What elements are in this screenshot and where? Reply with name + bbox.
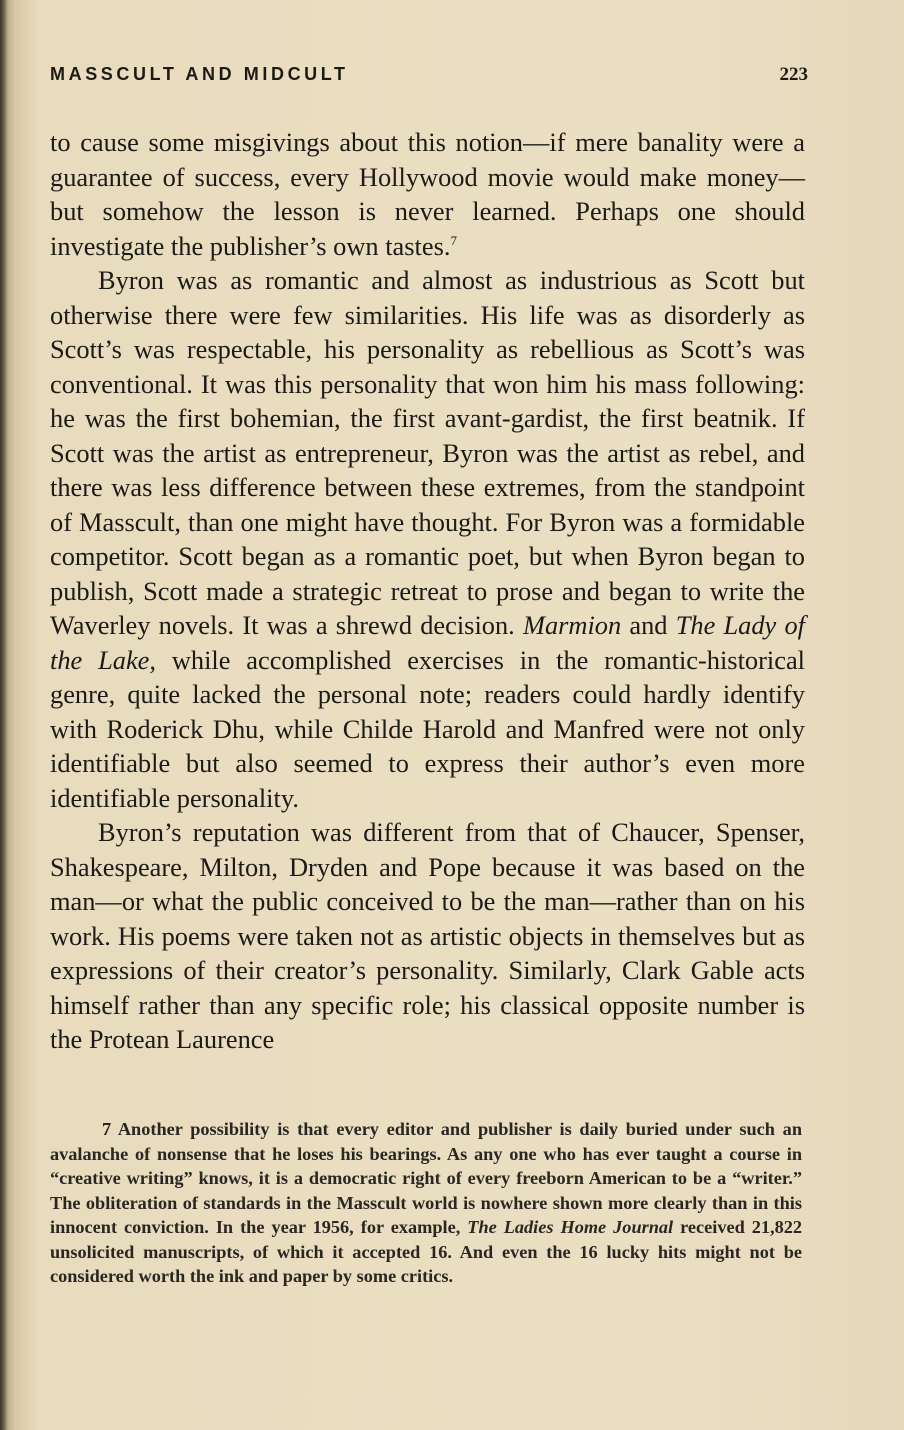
footnote-text-a: Another possibility is that every editor and publisher is daily buried under such an avalanche of nonsense that he loses his bearings. As any one who has ever taught a course in “creative writing” knows, it is a democratic right of every freeborn American to be a “writer.” The obliteration of standards in the Masscult world is nowhere shown more clearly than in this innocent conviction. In the year 1956, for example,	[50, 1119, 802, 1237]
paragraph-1-text: to cause some misgivings about this notion—if mere banality were a guarantee of success, every Hollywood movie would make money—but somehow the lesson is never learned. Perhaps one should investigate the publisher’s own tastes.	[50, 127, 805, 261]
footnote-text-b: received 21,822 unsolicited manuscripts, of which it accepted 16. And even the 16 lucky hits might not be considered worth the ink and paper by some critics.	[50, 1217, 803, 1286]
main-text	[50, 125, 805, 1057]
title-lady-of-the-lake: The Lady of the Lake,	[50, 610, 805, 675]
page-number: 223	[779, 64, 808, 85]
title-marmion: Marmion	[522, 610, 622, 640]
footnote-reference: 7	[450, 232, 457, 248]
page-header	[50, 64, 808, 88]
paragraph-2-text-b: and	[621, 610, 676, 640]
running-head: MASSCULT AND MIDCULT	[50, 64, 349, 84]
paragraph-2-text-a: Byron was as romantic and almost as industrious as Scott but otherwise there were few similarities. His life was as disorderly as Scott’s was respectable, his personality as rebellious as Scott’s was conventional. It was this personality that won him his mass following: he was the first bohemian, the first avant-gardist, the first beatnik. If Scott was the artist as entrepreneur, Byron was the artist as rebel, and there was less difference between these extremes, from the standpoint of Masscult, than one might have thought. For Byron was a formidable competitor. Scott began as a romantic poet, but when Byron began to publish, Scott made a strategic retreat to prose and began to write the Waverley novels. It was a shrewd decision.	[50, 265, 805, 640]
paragraph-2	[50, 263, 805, 815]
paragraph-1	[50, 125, 805, 263]
footnote-number: 7	[102, 1119, 112, 1139]
paragraph-3	[50, 815, 805, 1057]
paragraph-2-text-c: while accomplished exercises in the romantic-historical genre, quite lacked the personal note; readers could hardly identify with Roderick Dhu, while Childe Harold and Manfred were not only identifiable but also seemed to express their author’s even more identifiable personality.	[50, 644, 805, 813]
footnote	[50, 1117, 802, 1289]
page-gutter-shadow	[0, 0, 8, 1430]
paragraph-3-text: Byron’s reputation was different from that of Chaucer, Spenser, Shakespeare, Milton, Dryden and Pope because it was based on the man—or what the public conceived to be the man—rather than on his work. His poems were taken not as artistic objects in themselves but as expressions of their creator’s personality. Similarly, Clark Gable acts himself rather than any specific role; his classical opposite number is the Protean Laurence	[50, 817, 805, 1054]
footnote-journal-title: The Ladies Home Journal	[467, 1217, 674, 1237]
